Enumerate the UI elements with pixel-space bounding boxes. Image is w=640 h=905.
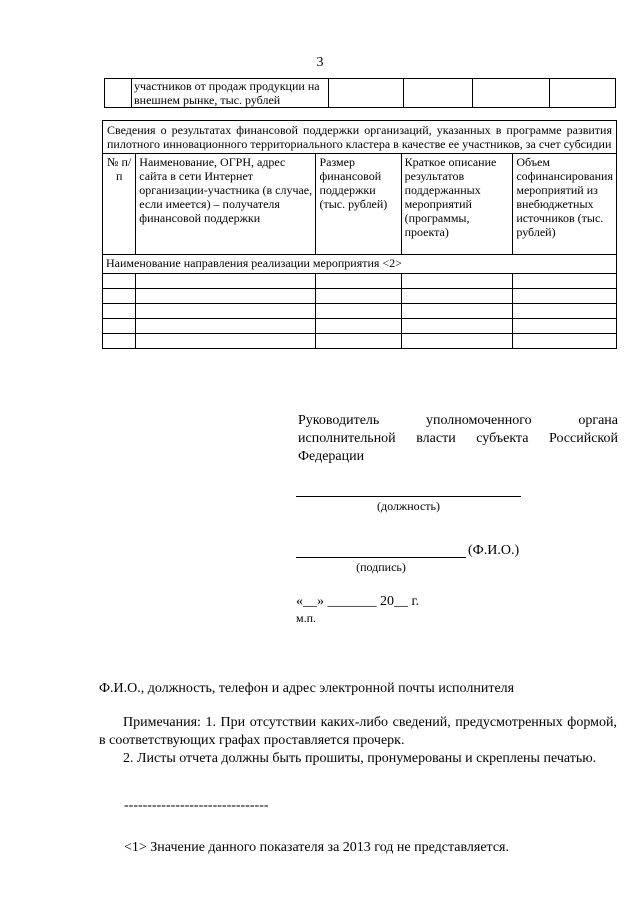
note-2: 2. Листы отчета должны быть прошиты, пронумерованы и скреплены печатью. <box>123 751 597 766</box>
position-caption: (должность) <box>377 499 440 513</box>
table-cell <box>105 79 132 108</box>
column-header-support-amount: Размер финансовой поддержки (тыс. рублей) <box>316 154 401 255</box>
executor-line: Ф.И.О., должность, телефон и адрес электронной почты исполнителя <box>99 681 515 696</box>
indicators-table-fragment <box>104 78 616 108</box>
note-1: Примечания: 1. При отсутствии каких-либо сведений, предусмотренных формой, в соответствующих графах проставляется прочерк. <box>99 715 617 748</box>
signature-title-line: исполнительной власти субъекта Российской <box>298 431 618 446</box>
column-header-organization: Наименование, ОГРН, адрес сайта в сети Интернет организации-участника (в случае, если имеется) – получателя финансовой поддержки <box>136 154 316 255</box>
table-cell <box>329 79 404 108</box>
table-row <box>103 274 617 289</box>
page-number: 3 <box>316 55 324 70</box>
table-heading: Сведения о результатах финансовой поддержки организаций, указанных в программе развития пилотного инновационного территориального кластера в качестве ее участников, за счет субсидии <box>103 121 617 154</box>
column-header-cofinancing: Объем софинансирования мероприятий из внебюджетных источников (тыс. рублей) <box>513 154 617 255</box>
table-cell <box>404 79 473 108</box>
support-results-table <box>102 120 617 349</box>
table-row <box>103 319 617 334</box>
fio-label: (Ф.И.О.) <box>468 543 520 558</box>
table-cell <box>550 79 616 108</box>
footnote: <1> Значение данного показателя за 2013 год не представляется. <box>124 840 509 855</box>
table-row <box>103 304 617 319</box>
stamp-mark: м.п. <box>296 611 317 625</box>
signature-title <box>298 412 618 466</box>
fio-line <box>296 557 466 558</box>
signature-caption: (подпись) <box>356 560 406 574</box>
signature-title-line: Федерации <box>298 449 365 464</box>
table-row <box>103 334 617 349</box>
footnote-separator: ------------------------------- <box>124 798 269 813</box>
date-line: «__» _______ 20__ г. <box>296 594 420 609</box>
direction-row: Наименование направления реализации мероприятия <2> <box>103 255 617 274</box>
column-header-number: № п/п <box>103 154 136 255</box>
column-header-results: Краткое описание результатов поддержанных мероприятий (программы, проекта) <box>401 154 513 255</box>
table-row <box>103 289 617 304</box>
indicator-name-cell: участников от продаж продукции на внешнем рынке, тыс. рублей <box>132 79 329 108</box>
signature-title-line: Руководитель уполномоченного органа <box>298 413 618 428</box>
table-cell <box>473 79 550 108</box>
position-line <box>296 496 521 497</box>
